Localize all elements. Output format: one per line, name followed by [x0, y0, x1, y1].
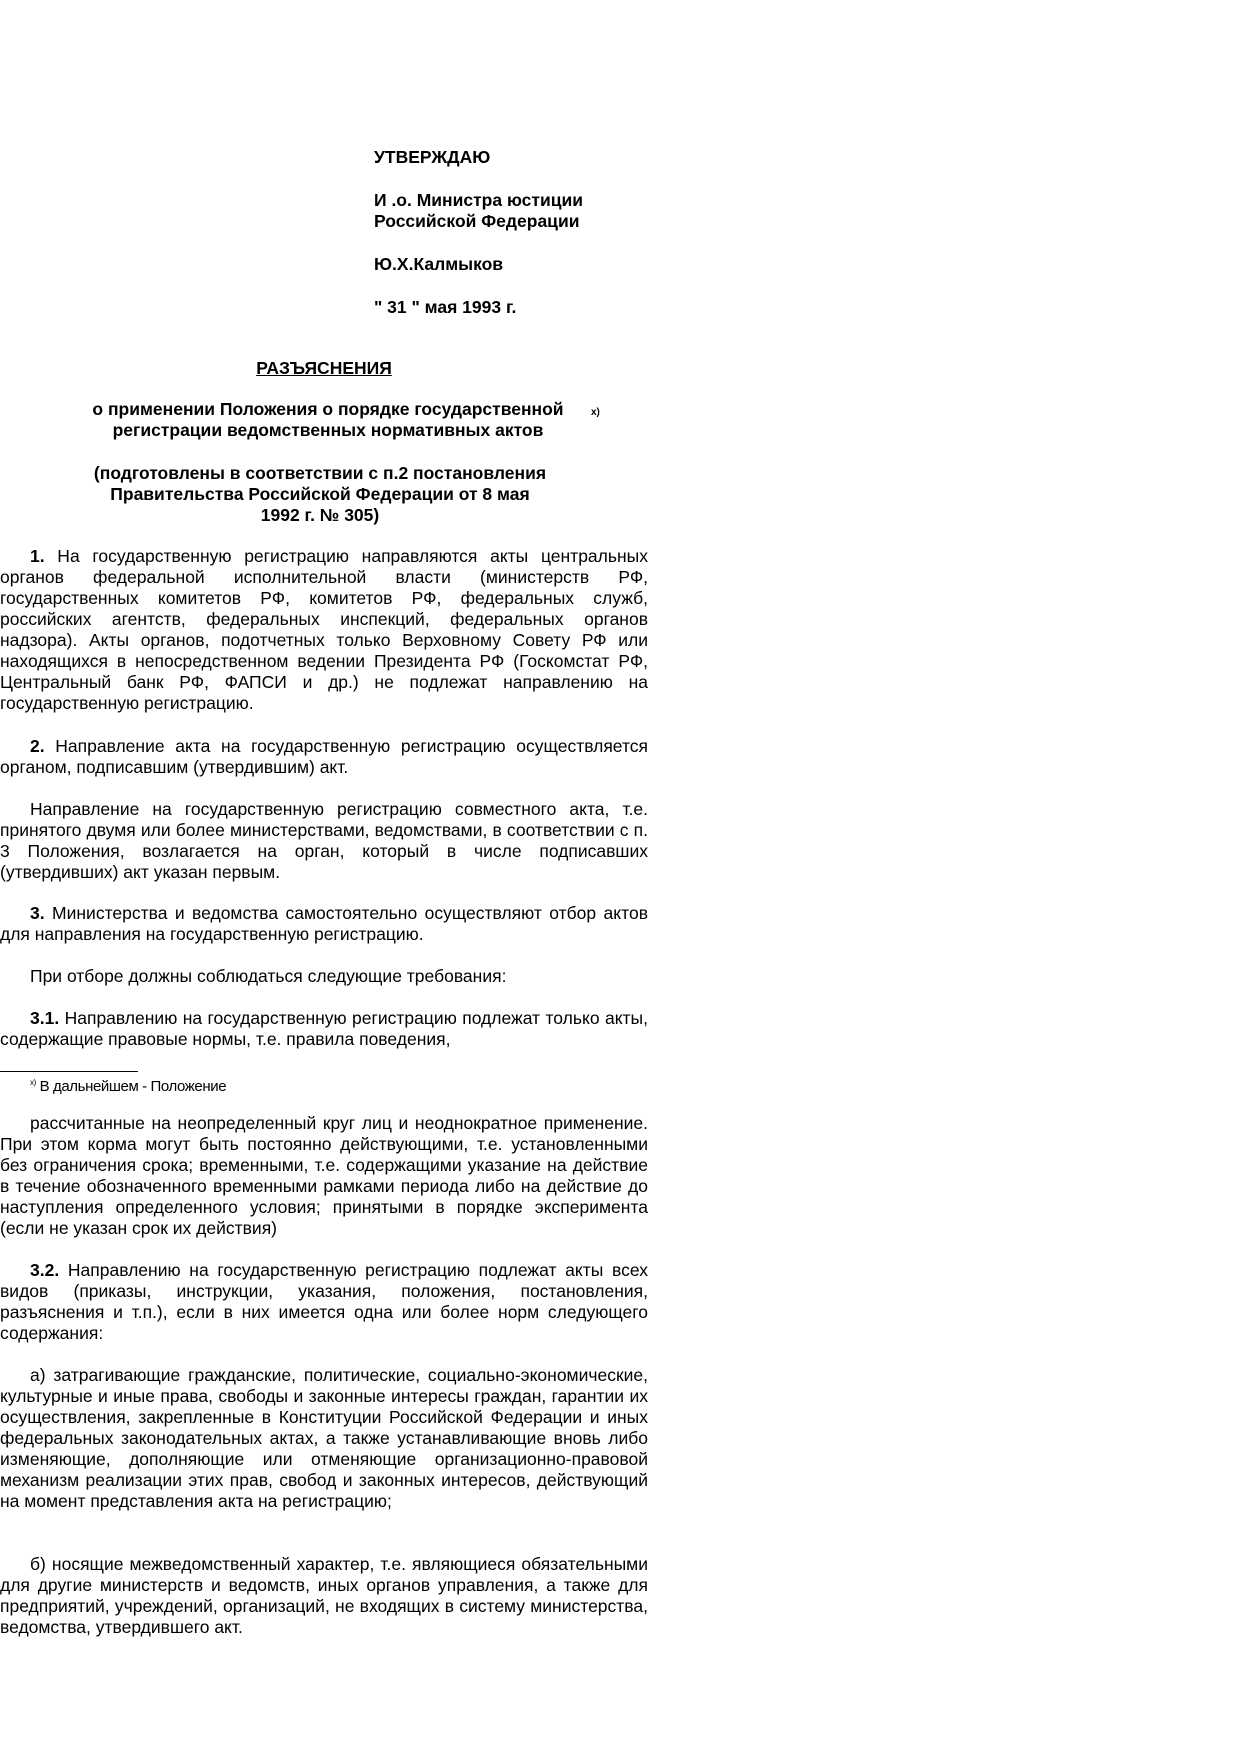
- document-basis: [60, 463, 580, 526]
- paragraph-b: [0, 1554, 648, 1638]
- footnote-text: В дальнейшем - Положение: [35, 1078, 227, 1095]
- approval-heading: УТВЕРЖДАЮ: [374, 147, 491, 167]
- paragraph-3: [0, 903, 648, 945]
- paragraph-a-text: а) затрагивающие гражданские, политические, социально-экономические, культурные и иные права, свободы и законные интересы граждан, гарантии их осуществления, закрепленные в Конституции Российской Федерации и иных федеральных законодательных актах, а также устанавливающие вновь либо изменяющие, дополняющие или отменяющие организационно-правовой механизм реализации этих прав, свобод и законных интересов, действующий на момент представления акта на регистрацию;: [0, 1365, 648, 1511]
- paragraph-3-2-number: 3.2.: [30, 1260, 60, 1280]
- approval-block: [374, 147, 734, 318]
- paragraph-1-text: На государственную регистрацию направляются акты центральных органов федеральной исполнительной власти (министерств РФ, государственных комитетов РФ, комитетов РФ, федеральных служб, российских агентств, федеральных инспекций, федеральных органов надзора). Акты органов, подотчетных только Верховному Совету РФ или находящихся в непосредственном ведении Президента РФ (Госкомстат РФ, Центральный банк РФ, ФАПСИ и др.) не подлежат направлению на государственную регистрацию.: [0, 546, 648, 713]
- paragraph-3-text: Министерства и ведомства самостоятельно осуществляют отбор актов для направления на государственную регистрацию.: [0, 903, 648, 944]
- paragraph-a: [0, 1365, 648, 1512]
- paragraph-3-2: [0, 1260, 648, 1344]
- paragraph-1-number: 1.: [30, 546, 45, 566]
- paragraph-2-text: Направление акта на государственную регистрацию осуществляется органом, подписавшим (утвердившим) акт.: [0, 736, 648, 777]
- footnote: [30, 1073, 226, 1097]
- paragraph-3-2-text: Направлению на государственную регистрацию подлежат акты всех видов (приказы, инструкции, указания, положения, постановления, разъяснения и т.п.), если в них имеется одна или более норм следующего содержания:: [0, 1260, 648, 1343]
- approval-name: Ю.Х.Калмыков: [374, 254, 504, 274]
- footnote-separator: [0, 1071, 138, 1072]
- paragraph-3-number: 3.: [30, 903, 45, 923]
- paragraph-2b-text: Направление на государственную регистрацию совместного акта, т.е. принятого двумя или более министерствами, ведомствами, в соответствии с п. 3 Положения, возлагается на орган, который в числе подписавших (утвердивших) акт указан первым.: [0, 799, 648, 882]
- approval-date: " 31 " мая 1993 г.: [374, 297, 517, 317]
- paragraph-3-1: [0, 1008, 648, 1050]
- approval-position-line2: Российской Федерации: [374, 211, 580, 231]
- paragraph-2-number: 2.: [30, 736, 45, 756]
- subtitle-line1: о применении Положения о порядке государственной: [92, 399, 564, 419]
- approval-position-line1: И .о. Министра юстиции: [374, 190, 584, 210]
- document-subtitle: [48, 399, 608, 441]
- paragraph-2: [0, 736, 648, 778]
- document-title: РАЗЪЯСНЕНИЯ: [256, 358, 392, 378]
- paragraph-3b-text: При отборе должны соблюдаться следующие требования:: [30, 966, 507, 986]
- basis-line1: (подготовлены в соответствии с п.2 постановления: [93, 463, 547, 483]
- subtitle-line2: регистрации ведомственных нормативных актов: [112, 420, 544, 440]
- paragraph-3-1-number: 3.1.: [30, 1008, 60, 1028]
- paragraph-3-1-continued: [0, 1113, 648, 1239]
- paragraph-2b: [0, 799, 648, 883]
- paragraph-3-1-continued-text: рассчитанные на неопределенный круг лиц и неоднократное применение. При этом корма могут быть постоянно действующими, т.е. установленными без ограничения срока; временными, т.е. содержащими указание на действие в течение обозначенного временными рамками периода либо на действие до наступления определенного условия; принятыми в порядке эксперимента (если не указан срок их действия): [0, 1113, 648, 1238]
- paragraph-b-text: б) носящие межведомственный характер, т.е. являющиеся обязательными для другие министерств и ведомств, иных органов управления, а также для предприятий, учреждений, организаций, не входящих в систему министерства, ведомства, утвердившего акт.: [0, 1554, 648, 1637]
- paragraph-1: [0, 546, 648, 714]
- subtitle-footnote-mark: x): [591, 407, 600, 418]
- paragraph-3-1-text: Направлению на государственную регистрацию подлежат только акты, содержащие правовые нормы, т.е. правила поведения,: [0, 1008, 648, 1049]
- paragraph-3b: [0, 966, 648, 987]
- basis-line2: Правительства Российской Федерации от 8 мая: [110, 484, 530, 504]
- basis-line3: 1992 г. № 305): [260, 505, 380, 525]
- footnote-mark: x): [30, 1078, 36, 1087]
